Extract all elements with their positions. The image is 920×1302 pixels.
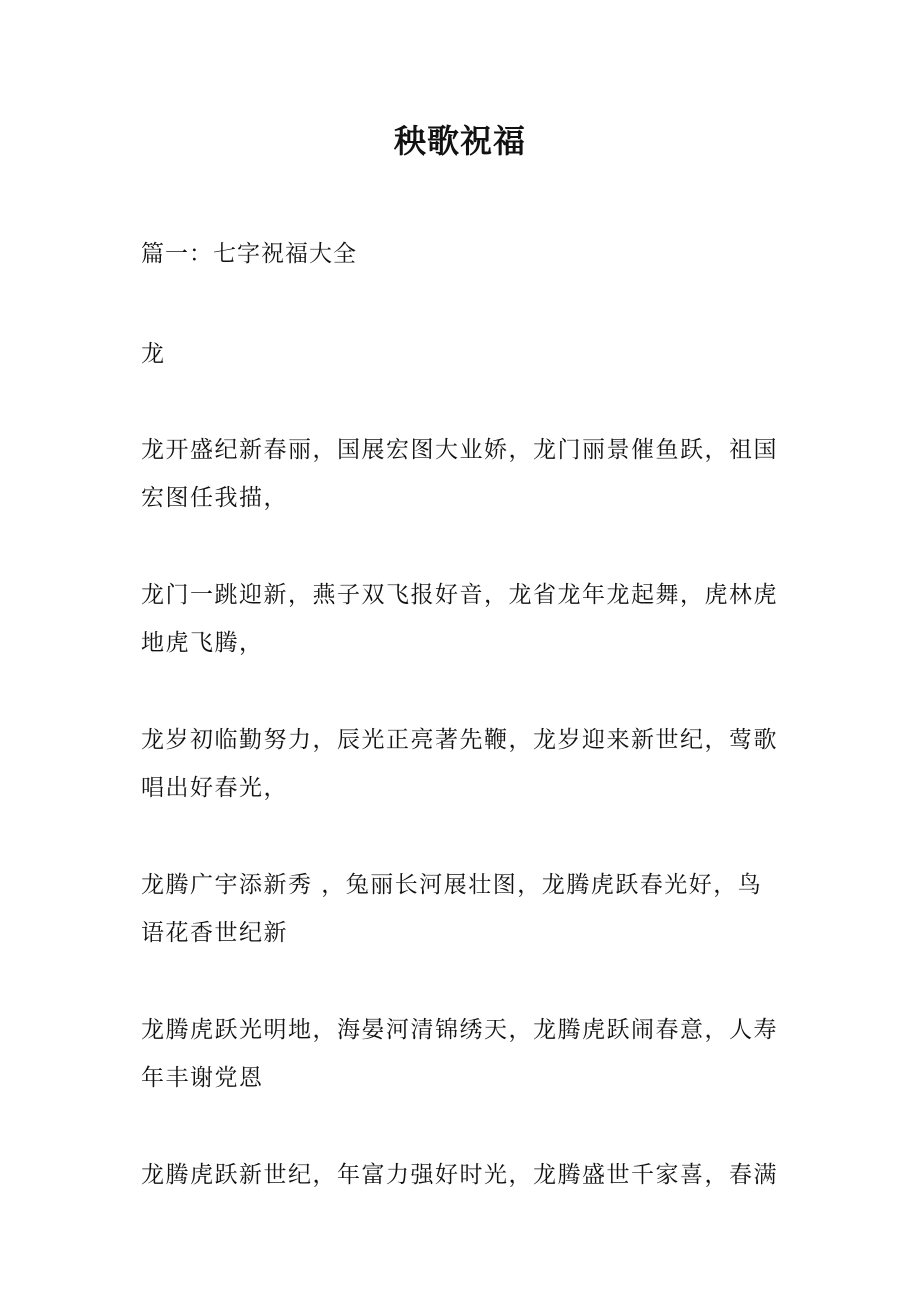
verse-paragraph: 龙岁初临勤努力，辰光正亮著先鞭，龙岁迎来新世纪，莺歌唱出好春光，	[141, 727, 778, 801]
verse-paragraph: 龙门一跳迎新，燕子双飞报好音，龙省龙年龙起舞，虎林虎地虎飞腾，	[141, 582, 778, 656]
verse-paragraph: 龙腾虎跃新世纪，年富力强好时光，龙腾盛世千家喜，春满	[141, 1162, 778, 1188]
document-title: 秧歌祝福	[393, 122, 526, 160]
verse-paragraph: 龙开盛纪新春丽，国展宏图大业娇，龙门丽景催鱼跃，祖国宏图任我描，	[141, 437, 778, 511]
verse-paragraph: 龙腾广宇添新秀 ，兔丽长河展壮图，龙腾虎跃春光好，鸟语花香世纪新	[141, 872, 763, 946]
section-heading: 篇一：七字祝福大全	[141, 241, 357, 267]
verse-list	[141, 426, 786, 1248]
verse-paragraph: 龙腾虎跃光明地，海晏河清锦绣天，龙腾虎跃闹春意，人寿年丰谢党恩	[141, 1017, 778, 1091]
sub-heading: 龙	[141, 341, 164, 367]
